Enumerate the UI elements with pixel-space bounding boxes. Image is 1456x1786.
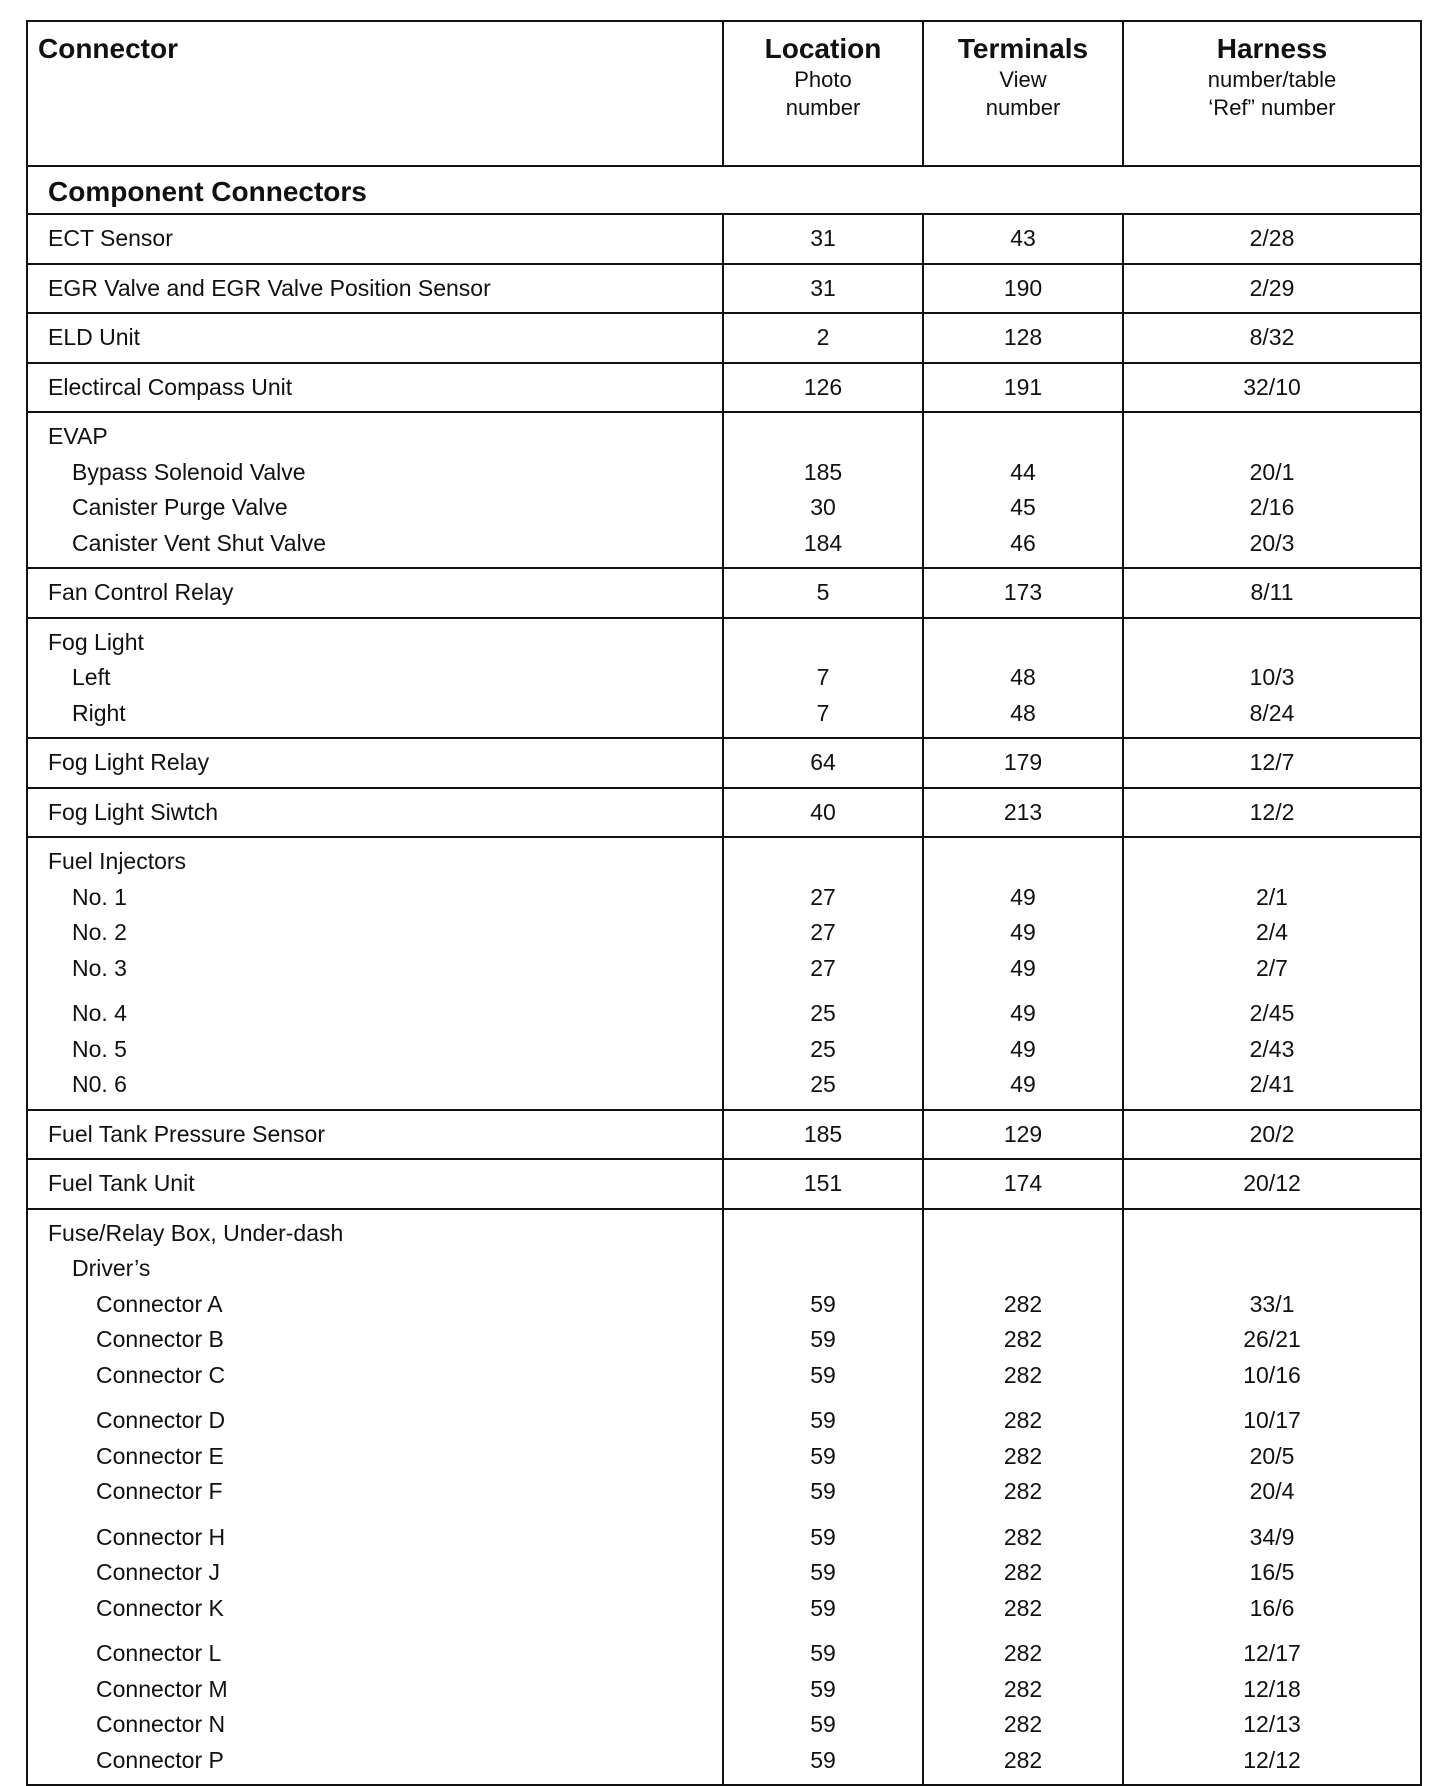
location-cell: 25 — [810, 1000, 836, 1026]
connector-cell: Right — [72, 699, 126, 726]
harness-cell: 34/9 — [1249, 1523, 1295, 1550]
table-row-group — [28, 1160, 1420, 1210]
terminals-cell — [924, 1251, 1122, 1287]
harness-cell: 2/43 — [1249, 1035, 1295, 1062]
harness-cell: 20/5 — [1249, 1442, 1295, 1469]
table-row-group — [28, 413, 1420, 569]
terminals-cell: 49 — [1010, 1071, 1036, 1097]
harness-cell-column — [1124, 364, 1420, 412]
location-subheading-line: Photo — [794, 67, 852, 92]
connector-cell-column — [28, 265, 724, 313]
connector-cell: No. 2 — [72, 919, 127, 945]
harness-cell: 20/3 — [1249, 529, 1295, 556]
connector-cell-column — [28, 1111, 724, 1159]
terminals-cell-column — [924, 789, 1124, 837]
harness-subheading-line: ‘Ref” number — [1208, 95, 1336, 120]
harness-cell-column — [1124, 789, 1420, 837]
header-terminals — [924, 22, 1124, 165]
location-cell: 64 — [810, 749, 836, 775]
harness-cell-column — [1124, 314, 1420, 362]
terminals-cell: 191 — [1003, 373, 1043, 400]
location-cell: 40 — [810, 798, 836, 825]
harness-cell: 12/17 — [1243, 1640, 1301, 1666]
location-cell: 27 — [810, 954, 836, 981]
harness-cell: 12/13 — [1243, 1711, 1301, 1737]
connector-cell-column — [28, 364, 724, 412]
terminals-cell-column — [924, 1210, 1124, 1785]
connector-cell: Connector L — [96, 1640, 222, 1666]
location-heading: Location — [764, 33, 882, 64]
harness-cell-column — [1124, 413, 1420, 567]
connector-cell-column — [28, 314, 724, 362]
terminals-cell-column — [924, 314, 1124, 362]
harness-cell — [1124, 844, 1420, 880]
connector-cell: Connector P — [96, 1746, 224, 1773]
terminals-cell: 128 — [1003, 324, 1043, 350]
location-cell: 25 — [810, 1071, 836, 1097]
header-harness — [1124, 22, 1420, 165]
connector-heading: Connector — [38, 33, 178, 64]
connector-cell: No. 1 — [72, 883, 127, 910]
connector-cell: Fuse/Relay Box, Under-dash — [48, 1219, 344, 1246]
harness-cell: 20/4 — [1249, 1478, 1295, 1504]
terminals-cell: 173 — [1003, 579, 1043, 605]
location-cell: 59 — [810, 1523, 836, 1550]
harness-cell: 2/41 — [1249, 1071, 1295, 1097]
harness-cell — [1124, 1216, 1420, 1252]
location-cell — [724, 419, 922, 455]
connector-cell-column — [28, 619, 724, 738]
location-cell: 59 — [810, 1478, 836, 1504]
location-cell-column — [724, 413, 924, 567]
connector-cell: Fuel Injectors — [48, 848, 187, 874]
harness-cell: 16/5 — [1249, 1559, 1295, 1585]
terminals-subheading-line: View — [999, 67, 1047, 92]
table-row-group — [28, 215, 1420, 265]
location-cell: 184 — [803, 529, 843, 556]
terminals-cell: 43 — [1010, 225, 1036, 251]
terminals-cell: 49 — [1010, 883, 1036, 910]
harness-cell: 2/28 — [1249, 225, 1295, 251]
harness-cell: 33/1 — [1249, 1290, 1295, 1317]
harness-cell: 8/24 — [1249, 699, 1295, 726]
connector-cell-column — [28, 569, 724, 617]
connector-cell: Connector J — [96, 1559, 221, 1585]
harness-cell: 12/18 — [1243, 1675, 1301, 1702]
connector-cell: Canister Purge Valve — [72, 494, 288, 520]
connector-cell: Connector M — [96, 1675, 228, 1702]
connector-cell-column — [28, 838, 724, 1109]
harness-subheading-line: number/table — [1207, 67, 1337, 92]
location-cell: 59 — [810, 1407, 836, 1433]
location-cell-column — [724, 789, 924, 837]
connector-cell: Connector E — [96, 1442, 224, 1469]
header-connector — [28, 22, 724, 165]
location-cell: 59 — [810, 1746, 836, 1773]
terminals-cell: 46 — [1010, 529, 1036, 556]
harness-cell-column — [1124, 1210, 1420, 1785]
terminals-cell: 282 — [1003, 1559, 1043, 1585]
harness-cell: 10/17 — [1243, 1407, 1301, 1433]
connector-cell: Fog Light Relay — [48, 749, 210, 775]
terminals-cell: 45 — [1010, 494, 1036, 520]
table-row-group — [28, 838, 1420, 1111]
terminals-cell: 179 — [1003, 749, 1043, 775]
table-row-group — [28, 364, 1420, 414]
location-cell-column — [724, 314, 924, 362]
table-row-group — [28, 1111, 1420, 1161]
harness-cell: 10/16 — [1243, 1361, 1301, 1388]
harness-cell: 32/10 — [1243, 373, 1301, 400]
location-cell: 59 — [810, 1559, 836, 1585]
connector-cell: Canister Vent Shut Valve — [72, 529, 326, 556]
connector-cell: Connector K — [96, 1594, 224, 1621]
terminals-cell-column — [924, 1111, 1124, 1159]
terminals-cell-column — [924, 1160, 1124, 1208]
connector-cell-column — [28, 1210, 724, 1785]
harness-cell: 20/12 — [1243, 1170, 1301, 1196]
harness-cell: 8/32 — [1249, 324, 1295, 350]
terminals-cell: 282 — [1003, 1594, 1043, 1621]
connector-cell: Driver’s — [72, 1255, 151, 1281]
location-cell: 59 — [810, 1711, 836, 1737]
terminals-cell: 282 — [1003, 1746, 1043, 1773]
connector-cell: No. 4 — [72, 1000, 127, 1026]
terminals-cell — [924, 625, 1122, 661]
location-cell: 59 — [810, 1361, 836, 1388]
location-cell-column — [724, 1210, 924, 1785]
connector-cell: Electircal Compass Unit — [48, 373, 293, 400]
location-cell-column — [724, 838, 924, 1109]
connector-cell: Fuel Tank Unit — [48, 1170, 195, 1196]
location-cell: 7 — [816, 699, 830, 726]
location-cell: 27 — [810, 883, 836, 910]
location-cell-column — [724, 739, 924, 787]
table-row-group — [28, 314, 1420, 364]
harness-cell: 10/3 — [1249, 664, 1295, 690]
harness-cell — [1124, 419, 1420, 455]
harness-cell-column — [1124, 1160, 1420, 1208]
section-title: Component Connectors — [28, 167, 1420, 215]
connector-table — [26, 20, 1422, 1786]
location-cell — [724, 1216, 922, 1252]
connector-cell-column — [28, 215, 724, 263]
terminals-cell: 282 — [1003, 1711, 1043, 1737]
connector-cell: EVAP — [48, 423, 108, 449]
connector-cell: No. 5 — [72, 1035, 127, 1062]
location-subheading-line: number — [785, 95, 861, 120]
connector-cell: Connector F — [96, 1478, 223, 1504]
location-cell: 59 — [810, 1594, 836, 1621]
terminals-cell: 282 — [1003, 1640, 1043, 1666]
connector-cell-column — [28, 413, 724, 567]
table-row-group — [28, 569, 1420, 619]
terminals-cell-column — [924, 413, 1124, 567]
location-cell: 59 — [810, 1640, 836, 1666]
table-header — [28, 22, 1420, 167]
connector-cell: EGR Valve and EGR Valve Position Sensor — [48, 274, 491, 301]
harness-cell: 2/1 — [1256, 883, 1288, 910]
terminals-cell: 190 — [1003, 274, 1043, 301]
terminals-cell: 282 — [1003, 1361, 1043, 1388]
harness-cell — [1124, 1251, 1420, 1287]
terminals-cell: 282 — [1003, 1523, 1043, 1550]
connector-cell-column — [28, 739, 724, 787]
terminals-cell-column — [924, 619, 1124, 738]
connector-cell: Left — [72, 664, 111, 690]
terminals-cell — [924, 844, 1122, 880]
harness-cell: 8/11 — [1250, 579, 1294, 605]
connector-cell: Fan Control Relay — [48, 579, 234, 605]
table-row-group — [28, 739, 1420, 789]
terminals-cell: 49 — [1010, 919, 1036, 945]
connector-cell: No. 3 — [72, 954, 127, 981]
terminals-cell-column — [924, 265, 1124, 313]
header-location — [724, 22, 924, 165]
table-row-group — [28, 1210, 1420, 1785]
harness-cell: 20/2 — [1249, 1120, 1295, 1147]
terminals-cell-column — [924, 364, 1124, 412]
terminals-cell: 129 — [1003, 1120, 1043, 1147]
location-cell: 59 — [810, 1326, 836, 1352]
location-cell: 25 — [810, 1035, 836, 1062]
connector-cell: ECT Sensor — [48, 225, 173, 251]
terminals-subheading-line: number — [985, 95, 1061, 120]
terminals-cell: 49 — [1010, 1035, 1036, 1062]
connector-cell: Connector A — [96, 1290, 223, 1317]
location-cell-column — [724, 265, 924, 313]
connector-cell: ELD Unit — [48, 324, 141, 350]
location-cell — [724, 625, 922, 661]
connector-cell-column — [28, 789, 724, 837]
terminals-cell-column — [924, 838, 1124, 1109]
table-row-group — [28, 619, 1420, 740]
connector-cell: Bypass Solenoid Valve — [72, 458, 306, 485]
connector-cell: Connector D — [96, 1407, 226, 1433]
location-cell: 59 — [810, 1290, 836, 1317]
terminals-cell: 282 — [1003, 1442, 1043, 1469]
location-cell-column — [724, 215, 924, 263]
location-cell: 31 — [810, 225, 836, 251]
terminals-cell: 48 — [1010, 664, 1036, 690]
harness-cell-column — [1124, 619, 1420, 738]
connector-cell: Connector B — [96, 1326, 224, 1352]
location-cell: 30 — [810, 494, 836, 520]
location-cell-column — [724, 1160, 924, 1208]
terminals-cell: 213 — [1003, 798, 1043, 825]
terminals-cell: 48 — [1010, 699, 1036, 726]
harness-cell: 16/6 — [1249, 1594, 1295, 1621]
connector-cell-column — [28, 1160, 724, 1208]
harness-cell-column — [1124, 838, 1420, 1109]
location-cell: 5 — [816, 579, 830, 605]
location-cell: 27 — [810, 919, 836, 945]
terminals-cell: 282 — [1003, 1407, 1043, 1433]
location-cell: 126 — [803, 373, 843, 400]
terminals-cell: 49 — [1010, 1000, 1036, 1026]
location-cell-column — [724, 1111, 924, 1159]
location-cell: 151 — [803, 1170, 843, 1196]
location-cell: 185 — [803, 458, 843, 485]
location-cell: 59 — [810, 1675, 836, 1702]
terminals-cell — [924, 1216, 1122, 1252]
harness-cell: 2/16 — [1249, 494, 1295, 520]
terminals-heading: Terminals — [957, 33, 1089, 64]
terminals-cell: 44 — [1010, 458, 1036, 485]
connector-cell: Fuel Tank Pressure Sensor — [48, 1120, 325, 1147]
location-cell-column — [724, 364, 924, 412]
harness-cell-column — [1124, 569, 1420, 617]
location-cell: 31 — [810, 274, 836, 301]
location-cell: 2 — [816, 324, 830, 350]
harness-cell: 12/2 — [1249, 798, 1295, 825]
harness-cell — [1124, 625, 1420, 661]
harness-cell: 2/4 — [1256, 919, 1288, 945]
location-cell: 185 — [803, 1120, 843, 1147]
connector-cell: N0. 6 — [72, 1071, 127, 1097]
terminals-cell: 282 — [1003, 1478, 1043, 1504]
terminals-cell: 282 — [1003, 1290, 1043, 1317]
terminals-cell — [924, 419, 1122, 455]
harness-cell: 2/45 — [1249, 1000, 1295, 1026]
harness-cell: 12/7 — [1249, 749, 1295, 775]
table-row-group — [28, 265, 1420, 315]
connector-cell: Fog Light — [48, 628, 144, 655]
connector-cell: Connector N — [96, 1711, 226, 1737]
location-cell-column — [724, 619, 924, 738]
terminals-cell: 282 — [1003, 1326, 1043, 1352]
table-body — [28, 215, 1420, 1784]
location-cell: 59 — [810, 1442, 836, 1469]
terminals-cell: 49 — [1010, 954, 1036, 981]
harness-cell-column — [1124, 215, 1420, 263]
location-cell — [724, 844, 922, 880]
terminals-cell: 282 — [1003, 1675, 1043, 1702]
connector-cell: Connector H — [96, 1523, 226, 1550]
terminals-cell-column — [924, 739, 1124, 787]
terminals-cell-column — [924, 215, 1124, 263]
harness-heading: Harness — [1216, 33, 1328, 64]
harness-cell: 26/21 — [1243, 1326, 1301, 1352]
location-cell — [724, 1251, 922, 1287]
harness-cell: 2/7 — [1256, 954, 1288, 981]
table-row-group — [28, 789, 1420, 839]
harness-cell-column — [1124, 739, 1420, 787]
terminals-cell-column — [924, 569, 1124, 617]
location-cell-column — [724, 569, 924, 617]
connector-cell: Fog Light Siwtch — [48, 798, 219, 825]
harness-cell: 12/12 — [1243, 1746, 1301, 1773]
harness-cell: 2/29 — [1249, 274, 1295, 301]
harness-cell: 20/1 — [1249, 458, 1295, 485]
location-cell: 7 — [816, 664, 830, 690]
connector-cell: Connector C — [96, 1361, 226, 1388]
terminals-cell: 174 — [1003, 1170, 1043, 1196]
harness-cell-column — [1124, 265, 1420, 313]
harness-cell-column — [1124, 1111, 1420, 1159]
